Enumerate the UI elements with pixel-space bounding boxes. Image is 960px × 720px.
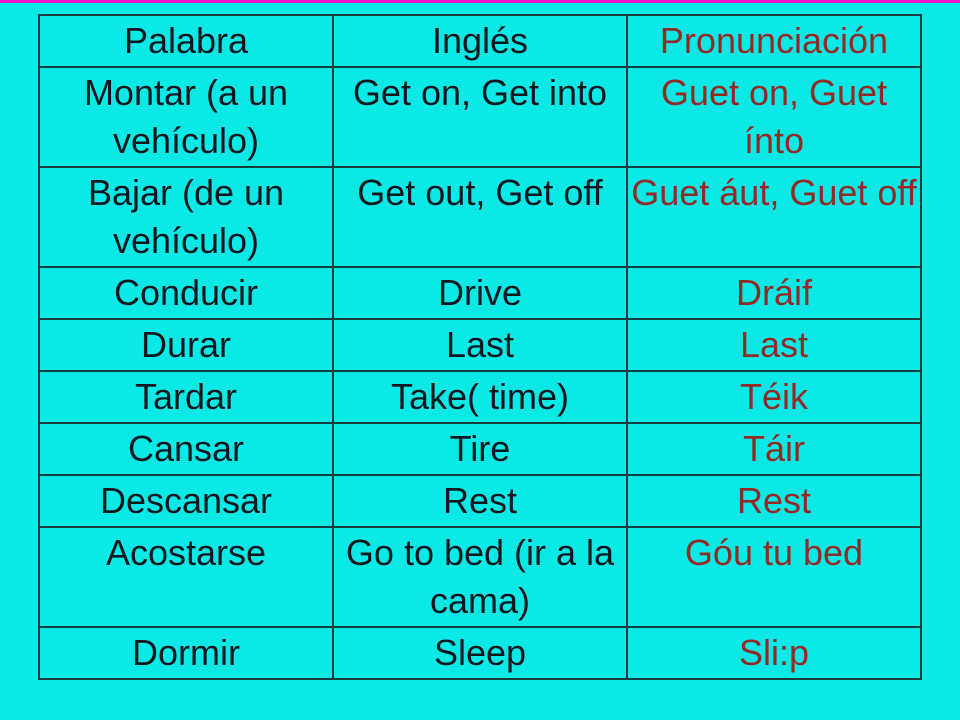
cell-ingles: Tire	[333, 423, 627, 475]
header-pronunciacion: Pronunciación	[627, 15, 921, 67]
cell-ingles: Go to bed (ir a la cama)	[333, 527, 627, 627]
cell-pronunciacion: Téik	[627, 371, 921, 423]
cell-pronunciacion: Dráif	[627, 267, 921, 319]
cell-ingles: Sleep	[333, 627, 627, 679]
table-row	[39, 267, 921, 319]
cell-palabra: Conducir	[39, 267, 333, 319]
header-row	[39, 15, 921, 67]
cell-palabra: Montar (a un vehículo)	[39, 67, 333, 167]
table-row	[39, 627, 921, 679]
cell-palabra: Dormir	[39, 627, 333, 679]
cell-palabra: Descansar	[39, 475, 333, 527]
table-row	[39, 527, 921, 627]
cell-ingles: Get on, Get into	[333, 67, 627, 167]
cell-ingles: Rest	[333, 475, 627, 527]
table-row	[39, 167, 921, 267]
cell-pronunciacion: Sli:p	[627, 627, 921, 679]
cell-palabra: Tardar	[39, 371, 333, 423]
cell-pronunciacion: Góu tu bed	[627, 527, 921, 627]
cell-ingles: Drive	[333, 267, 627, 319]
vocabulary-table	[38, 14, 922, 680]
cell-palabra: Bajar (de un vehículo)	[39, 167, 333, 267]
table-row	[39, 371, 921, 423]
table-row	[39, 423, 921, 475]
cell-pronunciacion: Guet on, Guet ínto	[627, 67, 921, 167]
table-row	[39, 67, 921, 167]
cell-pronunciacion: Rest	[627, 475, 921, 527]
cell-ingles: Get out, Get off	[333, 167, 627, 267]
cell-palabra: Cansar	[39, 423, 333, 475]
cell-ingles: Last	[333, 319, 627, 371]
header-ingles: Inglés	[333, 15, 627, 67]
top-edge-decorative-line	[0, 0, 960, 3]
cell-ingles: Take( time)	[333, 371, 627, 423]
cell-pronunciacion: Táir	[627, 423, 921, 475]
cell-palabra: Durar	[39, 319, 333, 371]
cell-palabra: Acostarse	[39, 527, 333, 627]
cell-pronunciacion: Guet áut, Guet off	[627, 167, 921, 267]
table-row	[39, 319, 921, 371]
table-row	[39, 475, 921, 527]
cell-pronunciacion: Last	[627, 319, 921, 371]
header-palabra: Palabra	[39, 15, 333, 67]
